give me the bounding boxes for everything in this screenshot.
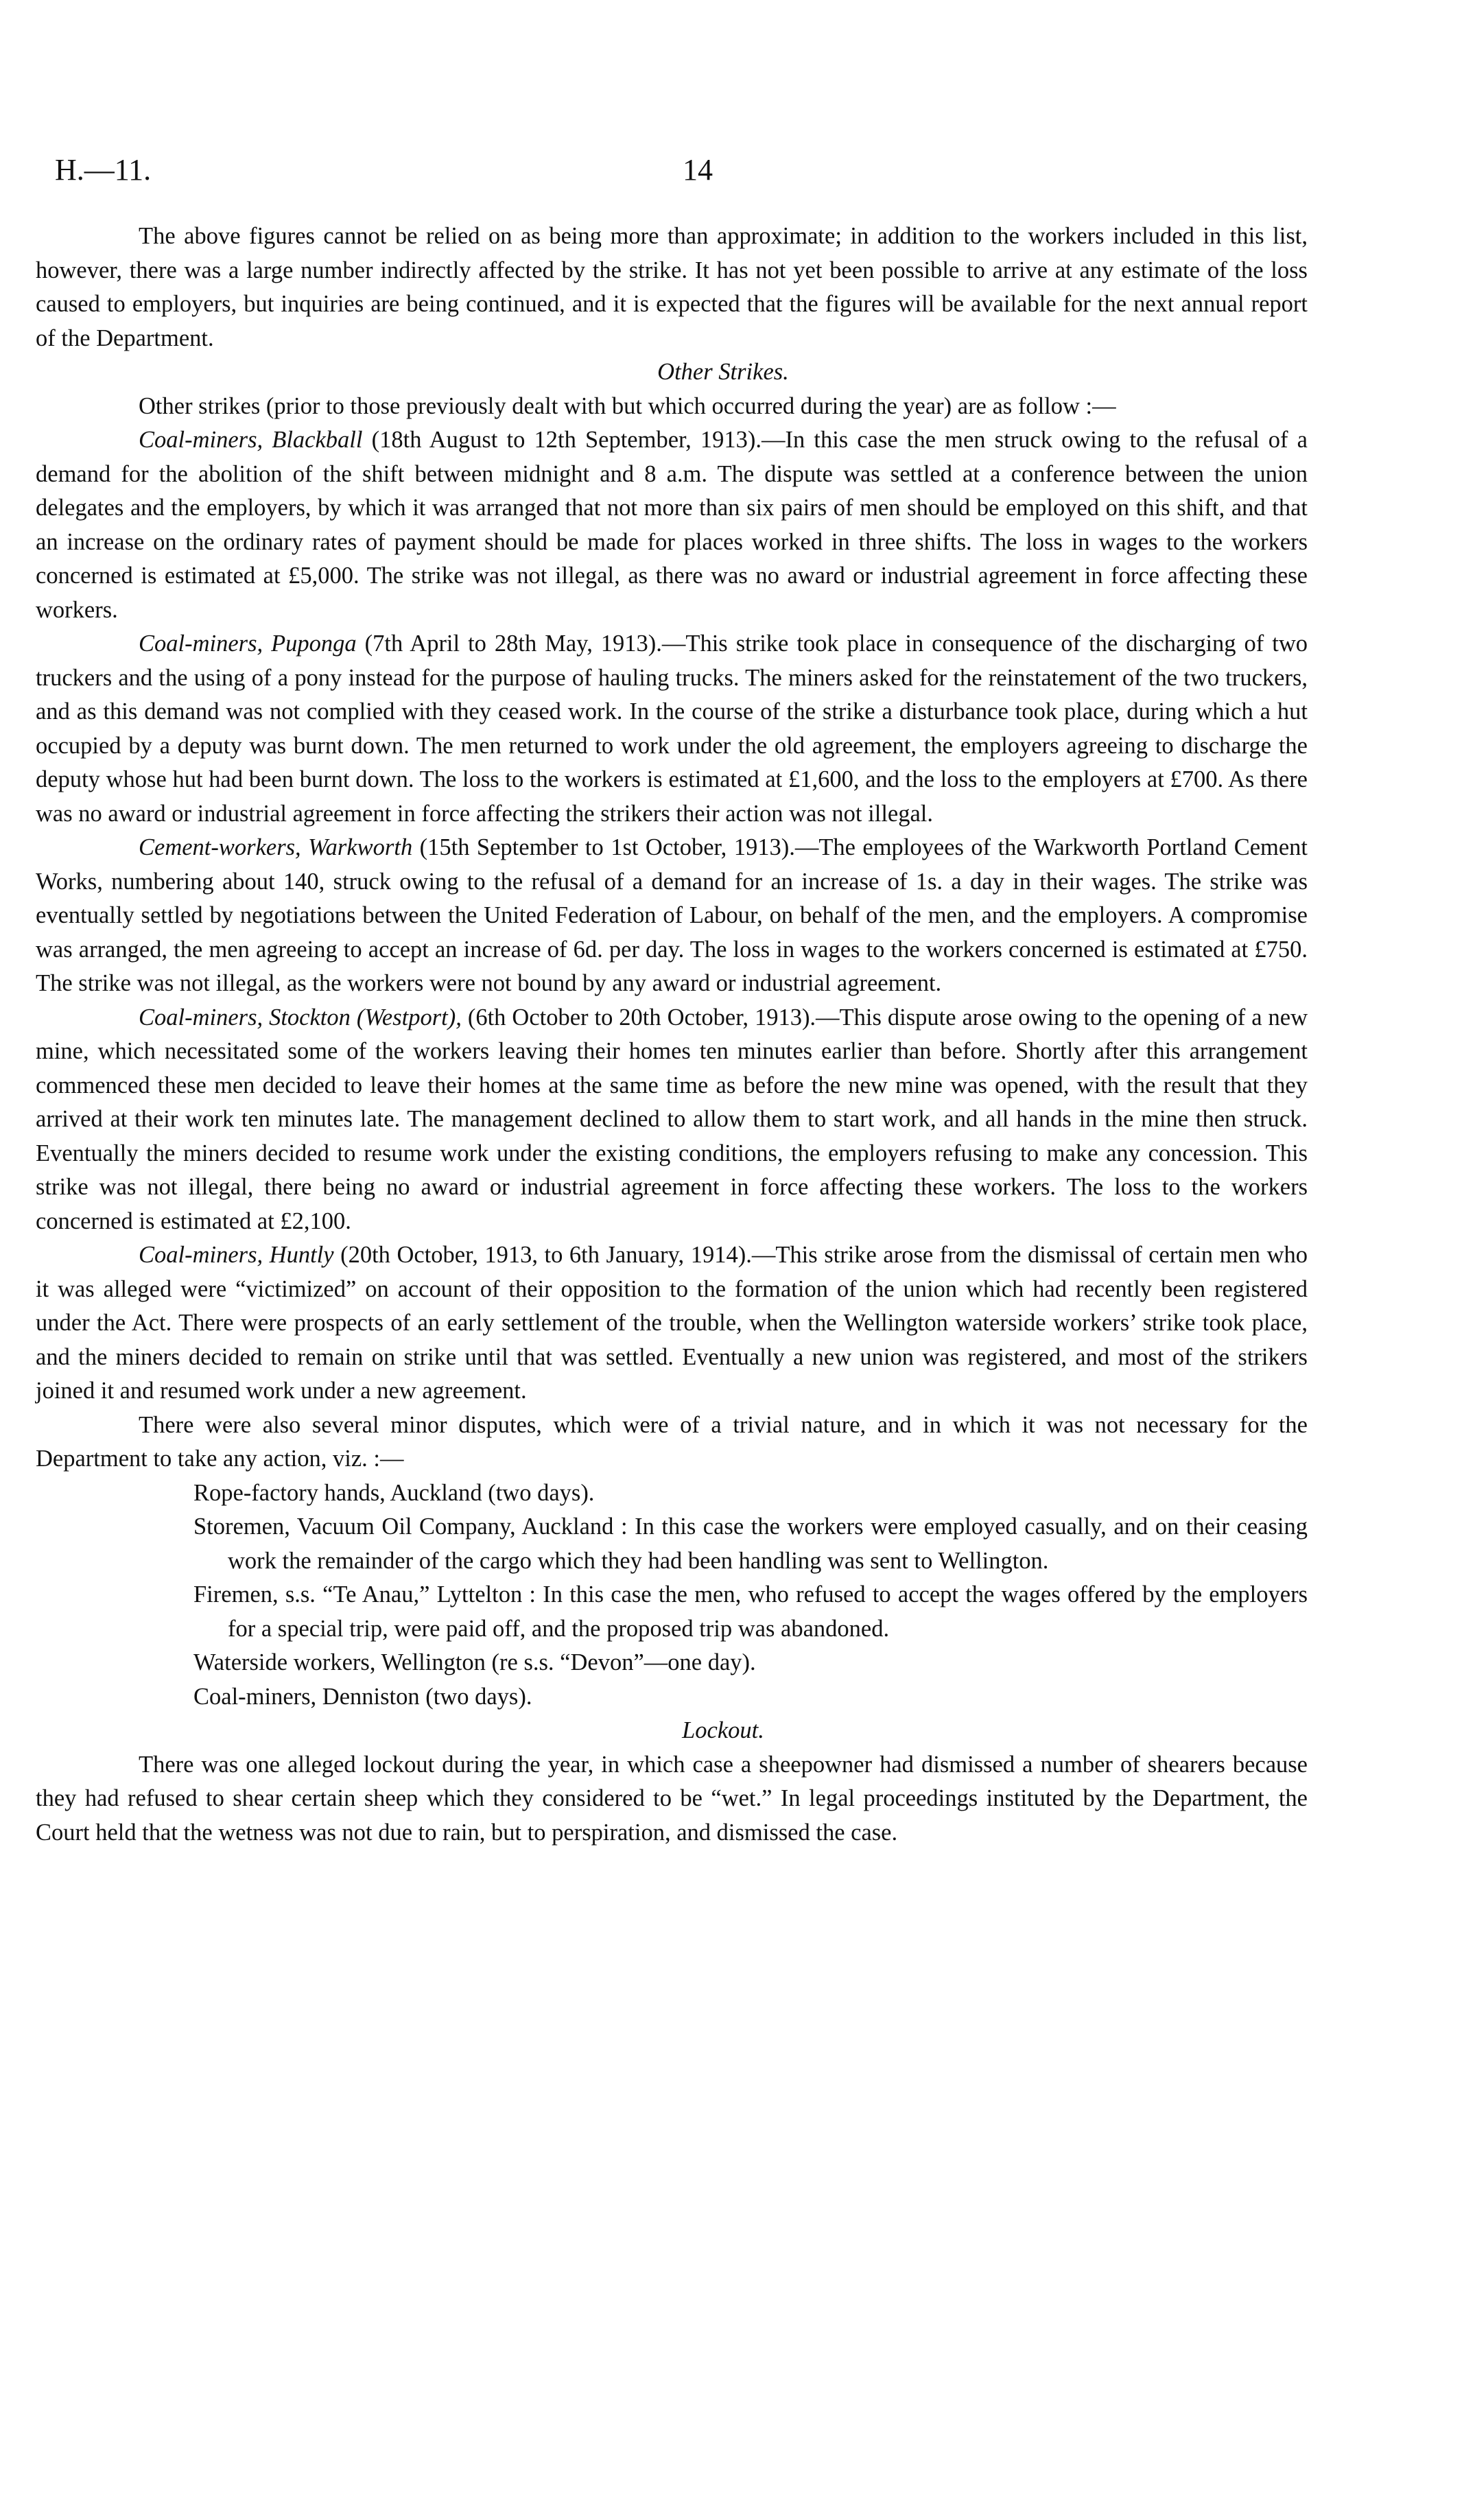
warkworth-lead: Cement-workers, Warkworth — [139, 834, 413, 860]
blackball-text: (18th August to 12th September, 1913).—In this case the men struck owing to the refusal of a demand for the abolition of the shift between midnight and 8 a.m. The dispute was settled at a conference between the union delegates and the employers, by which it was arranged that not more than six pairs of men should be employed on this shift, and that an increase on the ordinary rates of payment should be made for places worked in three shifts. The loss in wages to the workers concerned is estimated at £5,000. The strike was not illegal, as there was no award or industrial agreement in force affecting these workers. — [36, 427, 1308, 623]
warkworth-paragraph — [36, 831, 1308, 1001]
intro-paragraph: The above figures cannot be relied on as being more than approximate; in addition to the workers included in this list, however, there was a large number indirectly affected by the strike. It has not yet been possible to arrive at any estimate of the loss caused to employers, but inquiries are being continued, and it is expected that the figures will be available for the next annual report of the Department. — [36, 223, 1308, 351]
page-header — [55, 152, 1310, 193]
warkworth-text: (15th September to 1st October, 1913).—The employees of the Warkworth Portland Cement Works, numbering about 140, struck owing to the refusal of a demand for an increase of 1s. a day in their wages. The strike was eventually settled by negotiations between the United Federation of Labour, on behalf of the men, and the employers. A compromise was arranged, the men agreeing to accept an increase of 6d. per day. The loss in wages to the workers concerned is estimated at £750. The strike was not illegal, as the workers were not bound by any award or industrial agreement. — [36, 834, 1308, 996]
stockton-paragraph — [36, 1001, 1308, 1239]
list-item: Storemen, Vacuum Oil Company, Auckland : In this case the workers were employed casually, and on their ceasing work the remainder of the cargo which they had been handling was sent to Wellington. — [193, 1514, 1308, 1574]
huntly-lead: Coal-miners, Huntly — [139, 1242, 334, 1268]
blackball-lead: Coal-miners, Blackball — [139, 427, 363, 453]
list-item: Coal-miners, Denniston (two days). — [193, 1683, 532, 1710]
stockton-lead: Coal-miners, Stockton (Westport), — [139, 1004, 462, 1031]
list-item: Rope-factory hands, Auckland (two days). — [193, 1479, 595, 1506]
list-item: Firemen, s.s. “Te Anau,” Lyttelton : In this case the men, who refused to accept the wages offered by the employers for a special trip, were paid off, and the proposed trip was abandoned. — [193, 1581, 1308, 1642]
lockout-paragraph: There was one alleged lockout during the year, in which case a sheepowner had dismissed a number of shearers because they had refused to shear certain sheep which they considered to be “wet.” In legal proceedings instituted by the Department, the Court held that the wetness was not due to rain, but to perspiration, and dismissed the case. — [36, 1751, 1308, 1846]
puponga-text: (7th April to 28th May, 1913).—This strike took place in consequence of the discharging of two truckers and the using of a pony instead for the purpose of hauling trucks. The miners asked for the reinstatement of the two truckers, and as this demand was not complied with they ceased work. In the course of the strike a disturbance took place, during which a hut occupied by a deputy was burnt down. The men returned to work under the old agreement, the employers agreeing to discharge the deputy whose hut had been burnt down. The loss to the workers is estimated at £1,600, and the loss to the employers at £700. As there was no award or industrial agreement in force affecting the strikers their action was not illegal. — [36, 631, 1308, 827]
huntly-text: (20th October, 1913, to 6th January, 1914).—This strike arose from the dismissal of certain men who it was alleged were “victimized” on account of their opposition to the formation of the union which had recently been registered under the Act. There were prospects of an early settlement of the trouble, when the Wellington waterside workers’ strike took place, and the miners decided to remain on strike until that was settled. Eventually a new union was registered, and most of the strikers joined it and resumed work under a new agreement. — [36, 1242, 1308, 1404]
blackball-paragraph — [36, 423, 1308, 627]
minor-disputes-intro: There were also several minor disputes, which were of a trivial nature, and in which it was not necessary for the Department to take any action, viz. :— — [36, 1411, 1308, 1472]
list-item: Waterside workers, Wellington (re s.s. “Devon”—one day). — [193, 1649, 756, 1675]
minor-disputes-list — [36, 1476, 1308, 1715]
lockout-heading: Lockout. — [682, 1717, 764, 1743]
body-text — [36, 220, 1308, 1850]
huntly-paragraph — [36, 1238, 1308, 1409]
stockton-text: (6th October to 20th October, 1913).—This dispute arose owing to the opening of a new mine, which necessitated some of the workers leaving their homes ten minutes earlier than before. Shortly after this arrangement commenced these men decided to leave their homes at the same time as before the new mine was opened, with the result that they arrived at their work ten minutes late. The management declined to allow them to start work, and all hands in the mine then struck. Eventually the miners decided to resume work under the existing conditions, the employers refusing to make any concession. This strike was not illegal, there being no award or industrial agreement in force affecting these workers. The loss to the workers concerned is estimated at £2,100. — [36, 1004, 1308, 1234]
page-number: 14 — [683, 153, 713, 187]
document-reference: H.—11. — [55, 153, 152, 187]
other-strikes-heading: Other Strikes. — [657, 359, 789, 385]
other-strikes-intro: Other strikes (prior to those previously dealt with but which occurred during the year) are as follow :— — [139, 392, 1116, 419]
puponga-lead: Coal-miners, Puponga — [139, 631, 357, 657]
puponga-paragraph — [36, 627, 1308, 831]
